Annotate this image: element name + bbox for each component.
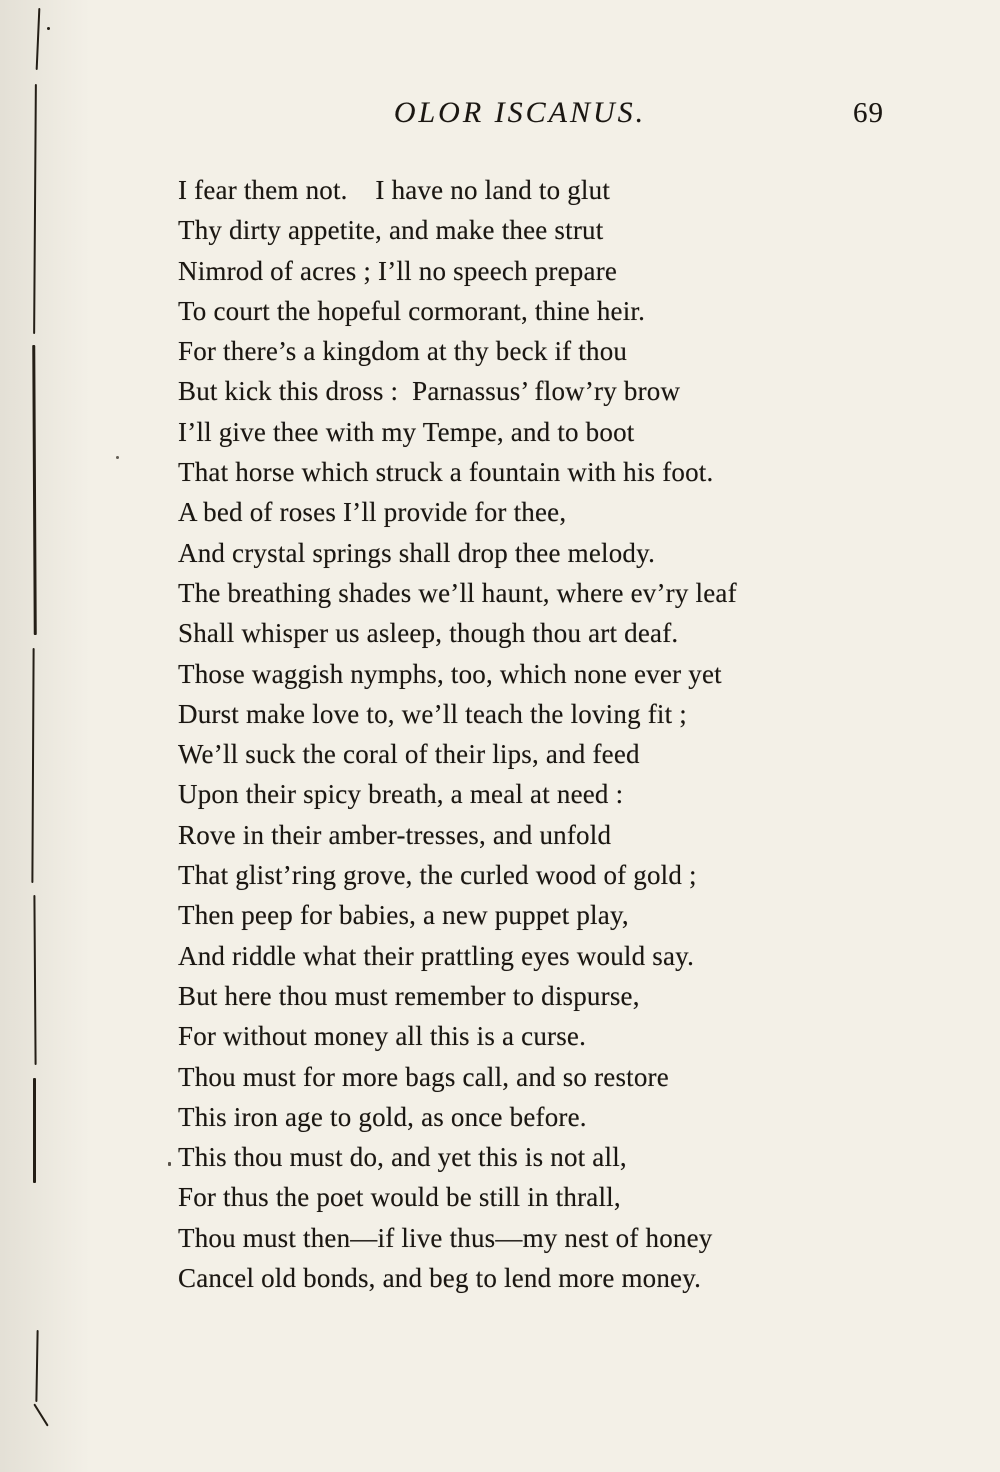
poem-line: Cancel old bonds, and beg to lend more money. — [178, 1263, 702, 1294]
poem-line: Thy dirty appetite, and make thee strut — [178, 215, 604, 246]
poem-line: A bed of roses I’ll provide for thee, — [178, 497, 567, 528]
running-title: OLOR ISCANUS. — [393, 96, 647, 129]
binding-line-segment — [33, 895, 36, 1065]
binding-line-segment — [32, 345, 37, 635]
poem-line: That glist’ring grove, the curled wood of gold ; — [178, 860, 697, 891]
ink-speck — [168, 1162, 171, 1166]
poem-line: But kick this dross : Parnassus’ flow’ry brow — [178, 376, 681, 407]
poem-line: For thus the poet would be still in thrall, — [178, 1182, 621, 1213]
binding-line-segment — [31, 648, 34, 883]
poem-line: I fear them not. I have no land to glut — [178, 175, 611, 205]
poem-line: And crystal springs shall drop thee melody. — [178, 537, 656, 568]
poem-line: Thou must then—if live thus—my nest of honey — [178, 1222, 713, 1253]
poem-line: Thou must for more bags call, and so restore — [178, 1061, 669, 1092]
scan-edge-shading — [0, 0, 90, 1472]
poem-line: The breathing shades we’ll haunt, where ev’ry leaf — [178, 577, 737, 608]
poem-line: Durst make love to, we’ll teach the loving fit ; — [178, 698, 687, 729]
poem-line: To court the hopeful cormorant, thine heir. — [178, 295, 646, 326]
ink-speck — [116, 456, 119, 459]
poem-line: Rove in their amber-tresses, and unfold — [178, 819, 612, 850]
poem-line: Those waggish nymphs, too, which none ever yet — [178, 658, 722, 689]
poem-line: For without money all this is a curse. — [178, 1021, 587, 1052]
binding-line-segment — [35, 1330, 38, 1402]
poem-line: For there’s a kingdom at thy beck if thou — [178, 336, 628, 367]
poem-line: And riddle what their prattling eyes would say. — [178, 940, 695, 971]
poem-line: We’ll suck the coral of their lips, and feed — [178, 739, 640, 770]
poem-line: Nimrod of acres ; I’ll no speech prepare — [178, 255, 618, 286]
poem-line: Upon their spicy breath, a meal at need : — [178, 779, 624, 810]
poem-line: That horse which struck a fountain with his foot. — [178, 457, 714, 488]
binding-line-segment — [36, 8, 41, 70]
binding-tick-mark — [33, 1403, 48, 1426]
poem-line: Shall whisper us asleep, though thou art deaf. — [178, 618, 679, 649]
binding-line-segment — [33, 1078, 36, 1183]
poem-line: I’ll give thee with my Tempe, and to boot — [178, 416, 635, 447]
ink-speck — [47, 27, 50, 30]
page-number: 69 — [853, 97, 884, 129]
poem-line: Then peep for babies, a new puppet play, — [178, 900, 629, 931]
poem — [178, 170, 898, 1298]
poem-line: But here thou must remember to dispurse, — [178, 980, 640, 1011]
poem-line: This thou must do, and yet this is not all, — [178, 1142, 627, 1173]
poem-line: This iron age to gold, as once before. — [178, 1101, 587, 1132]
